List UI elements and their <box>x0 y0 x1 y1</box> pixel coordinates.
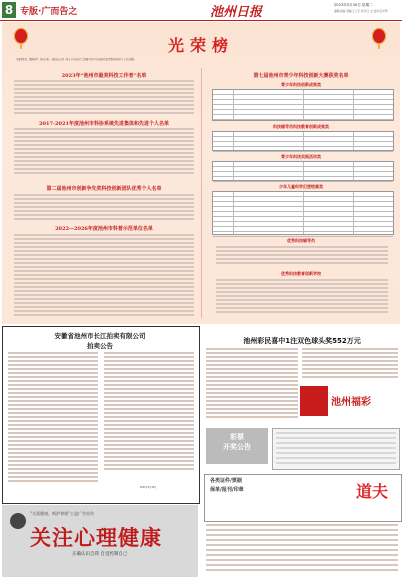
editor-credits: 编辑/美编 责编/王之宇 校对/王 杰 监审/章中明 <box>334 10 388 13</box>
ad-subline: 正确认识自我 自觉控制自己 <box>72 552 128 557</box>
auction-date: 2023年5月30日 <box>140 486 157 489</box>
lottery-results-table <box>272 428 400 470</box>
subsection-heading: 优秀科技辅导员 <box>287 238 315 243</box>
name-list <box>14 128 194 178</box>
subsection-heading: 少年儿童科学幻想绘画类 <box>279 184 323 189</box>
award-table <box>212 89 394 121</box>
page-number-badge: 8 <box>2 2 16 18</box>
header-divider <box>0 20 402 21</box>
lottery-badge-line1: 彩票 <box>230 433 244 441</box>
auction-company: 安徽省池州市长江拍卖有限公司 <box>54 332 146 340</box>
auction-body-right <box>104 352 194 492</box>
service-line-1: 各类证件/票据 <box>210 478 242 484</box>
service-line-2: 保单/报刊/印章 <box>210 487 244 493</box>
column-divider <box>201 68 202 318</box>
section-title: 专版·广而告之 <box>20 7 78 17</box>
section-heading: 2022—2026年度池州市科普示范单位名单 <box>55 226 153 232</box>
award-table <box>212 161 394 181</box>
lottery-article-right <box>302 348 398 382</box>
ad-slogan: “关爱健康，呵护和谐”公益广告宣传 <box>30 511 95 516</box>
subsection-heading: 青少年科技实践活动类 <box>281 154 321 159</box>
name-list <box>14 194 194 222</box>
auction-body-left <box>8 352 98 492</box>
newspaper-logo: 池州日报 <box>210 5 263 20</box>
section-heading: 第二届池州市创新争先奖科技创新团队优秀个人名单 <box>46 186 162 192</box>
ad-headline: 关注心理健康 <box>30 525 162 550</box>
award-table <box>212 191 394 235</box>
subsection-heading: 科技辅导员科技教育创新成果类 <box>273 124 329 129</box>
lottery-emblem-icon <box>300 386 328 416</box>
name-list <box>216 279 388 315</box>
honor-roll-title: 光荣榜 <box>167 36 234 55</box>
section-heading: 2017-2021年度池州市科协系统先进集体和先进个人名单 <box>39 121 169 127</box>
name-list <box>14 80 194 116</box>
issue-date: 2023年5月30日 星期二 <box>334 3 373 7</box>
honor-roll-intro: 为表彰先进、激励典型，池州市委、市政府决定对一批在全市经济社会发展中作出突出贡献的先进集体和先进个人予以表彰。 <box>16 58 137 61</box>
ad-logo-icon <box>10 513 26 529</box>
lottery-logo-text: 池州福彩 <box>331 397 371 408</box>
lottery-headline: 池州彩民喜中1注双色球头奖552万元 <box>243 337 361 345</box>
section-heading: 2023年“池州市最美科技工作者”名单 <box>61 73 147 79</box>
award-table <box>212 131 394 151</box>
lottery-article-left <box>206 348 298 422</box>
section-heading: 第七届池州市青少年科技创新大赛获奖名单 <box>253 73 349 79</box>
subsection-heading: 青少年科技创新成果类 <box>281 82 321 87</box>
auction-title: 拍卖公告 <box>87 342 113 350</box>
name-list <box>14 234 194 318</box>
brand-mark: 道夫 <box>356 482 389 501</box>
name-list <box>216 246 388 266</box>
classified-list <box>206 524 398 574</box>
lottery-badge-line2: 开奖公告 <box>223 443 251 451</box>
subsection-heading: 优秀科技教育创新学校 <box>281 271 321 276</box>
